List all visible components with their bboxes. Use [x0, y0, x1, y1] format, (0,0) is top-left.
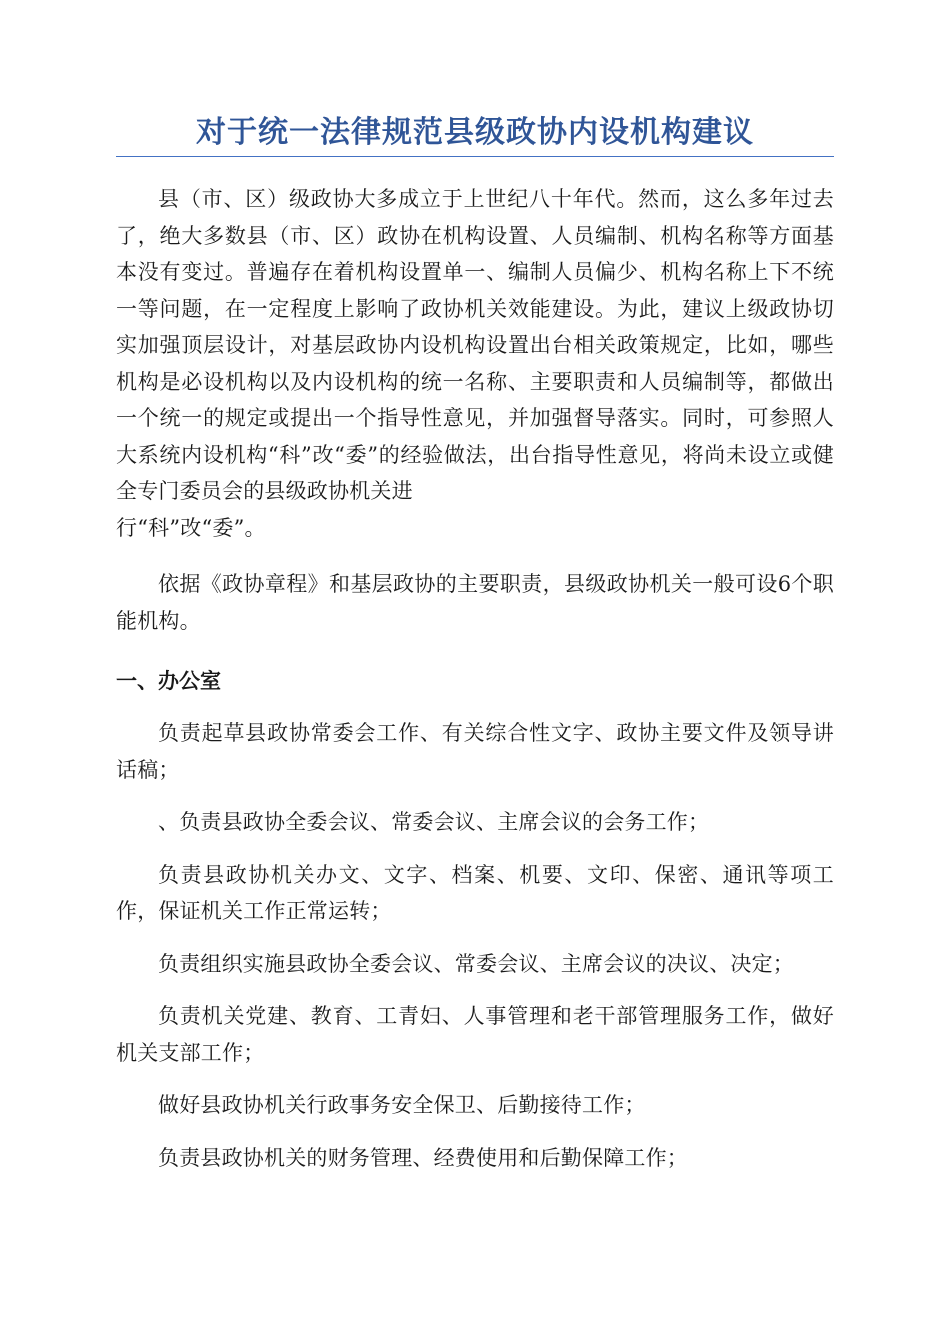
duty-item-5: 负责机关党建、教育、工青妇、人事管理和老干部管理服务工作，做好机关支部工作；: [116, 1004, 834, 1065]
document-title: 对于统一法律规范县级政协内设机构建议: [116, 114, 834, 157]
basis-paragraph: 依据《政协章程》和基层政协的主要职责，县级政协机关一般可设6个职能机构。: [116, 572, 834, 633]
duty-item-2: 、负责县政协全委会议、常委会议、主席会议的会务工作；: [158, 810, 710, 834]
duty-item-3: 负责县政协机关办文、文字、档案、机要、文印、保密、通讯等项工作，保证机关工作正常运转；: [116, 862, 834, 923]
intro-paragraph-main: 县（市、区）级政协大多成立于上世纪八十年代。然而，这么多年过去了，绝大多数县（市、区）政协在机构设置、人员编制、机构名称等方面基本没有变过。普遍存在着机构设置单一、编制人员偏少、机构名称上下不统一等问题，在一定程度上影响了政协机关效能建设。为此，建议上级政协切实加强顶层设计，对基层政协内设机构设置出台相关政策规定，比如，哪些机构是必设机构以及内设机构的统一名称、主要职责和人员编制等，都做出一个统一的规定或提出一个指导性意见，并加强督导落实。同时，可参照人大系统内设机构“科”改“委”的经验做法，出台指导性意见，将尚未设立或健全专门委员会的县级政协机关进: [116, 187, 834, 503]
duty-item-1: 负责起草县政协常委会工作、有关综合性文字、政协主要文件及领导讲话稿；: [116, 721, 834, 782]
intro-paragraph: [116, 181, 834, 546]
intro-paragraph-tail: 行“科”改“委”。: [116, 515, 266, 540]
document-page: [116, 0, 834, 1176]
duty-item-7: 负责县政协机关的财务管理、经费使用和后勤保障工作；: [158, 1145, 688, 1170]
section-heading-office: 一、办公室: [116, 669, 221, 693]
duty-item-6: 做好县政协机关行政事务安全保卫、后勤接待工作；: [158, 1093, 646, 1117]
duty-item-4: 负责组织实施县政协全委会议、常委会议、主席会议的决议、决定；: [158, 951, 794, 976]
